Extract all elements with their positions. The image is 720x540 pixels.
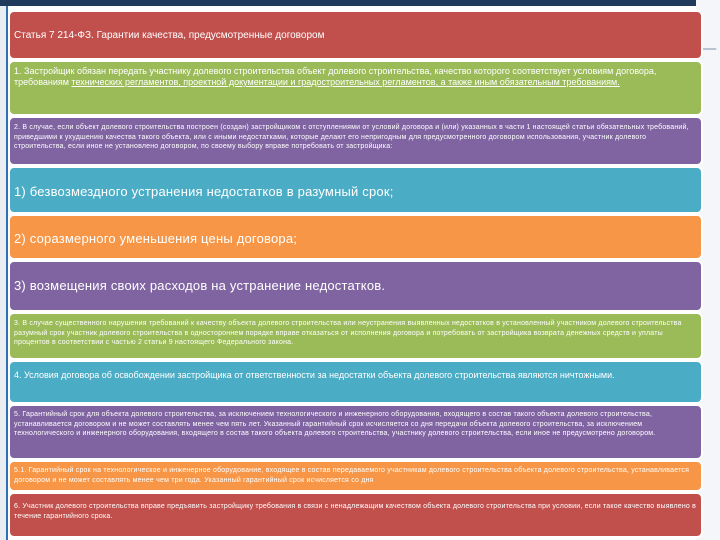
paragraph-4: 4. Условия договора об освобождении застройщика от ответственности за недостатки объекта долевого строительства являются ничтожными. [14, 370, 615, 380]
option-3: 3) возмещения своих расходов на устранение недостатков. [14, 278, 386, 293]
paragraph-6: 6. Участник долевого строительства вправе предъявить застройщику требования в связи с ненадлежащим качеством объекта долевого строительства при условии, если такое качество выявлено в течение гарантийного срока. [14, 503, 697, 520]
paragraph-5-box [8, 404, 703, 460]
option-2-box [8, 214, 703, 260]
regulations-link[interactable]: технических регламентов, проектной документации и градостроительных регламентов, а также иным обязательным требованиям. [71, 77, 620, 87]
option-2: 2) соразмерного уменьшения цены договора; [14, 231, 298, 246]
option-1: 1) безвозмездного устранения недостатков в разумный срок; [14, 184, 394, 199]
option-3-box [8, 260, 703, 312]
option-1-box [8, 166, 703, 214]
paragraph-2-box [8, 116, 703, 166]
paragraph-3-box [8, 312, 703, 360]
slide-title: Статья 7 214-ФЗ. Гарантии качества, предусмотренные договором [14, 30, 325, 41]
paragraph-1-box [8, 60, 703, 116]
paragraph-2: 2. В случае, если объект долевого строительства построен (создан) застройщиком с отступлениями от условий договора и (или) указанных в части 1 настоящей статьи обязательных требований, приведшими к ухудшению качества такого объекта, или с иными недостатками, которые делают его непригодным для предусмотренного договором использования, участник долевого строительства, если иное не установлено договором, по своему выбору вправе потребовать от застройщика: [14, 124, 689, 150]
paragraph-5: 5. Гарантийный срок для объекта долевого строительства, за исключением технологического и инженерного оборудования, входящего в состав такого объекта долевого строительства, устанавливается договором и не может составлять менее чем пять лет. Указанный гарантийный срок исчисляется со дня передачи объекта долевого строительства, за исключением технологического и инженерного оборудования, входящего в состав такого объекта долевого строительства, участнику долевого строительства, если иное не предусмотрено договором. [14, 411, 656, 437]
paragraph-1 [14, 66, 697, 88]
paragraph-4-box [8, 360, 703, 404]
paragraph-6-box [8, 492, 703, 538]
title-box [8, 10, 703, 60]
paragraph-5-1-box [8, 460, 703, 492]
paragraph-1-text: 1. Застройщик обязан передать участнику долевого строительства объект долевого строительства, качество которого соответствует условиям договора, требованиям [14, 66, 657, 87]
slide-top-bar [0, 0, 720, 6]
paragraph-5-1: 5.1. Гарантийный срок на технологическое и инженерное оборудование, входящее в состав передаваемого участникам долевого строительства объекта долевого строительства, устанавливается договором и не может составлять менее чем три года. Указанный гарантийный срок исчисляется со дня [14, 467, 690, 484]
paragraph-3: 3. В случае существенного нарушения требований к качеству объекта долевого строительства или неустранения выявленных недостатков в установленный участником долевого строительства разумный срок участник долевого строительства в одностороннем порядке вправе отказаться от исполнения договора и потребовать от застройщика возврата денежных средств и уплаты процентов в соответствии с частью 2 статьи 9 настоящего Федерального закона. [14, 320, 682, 346]
